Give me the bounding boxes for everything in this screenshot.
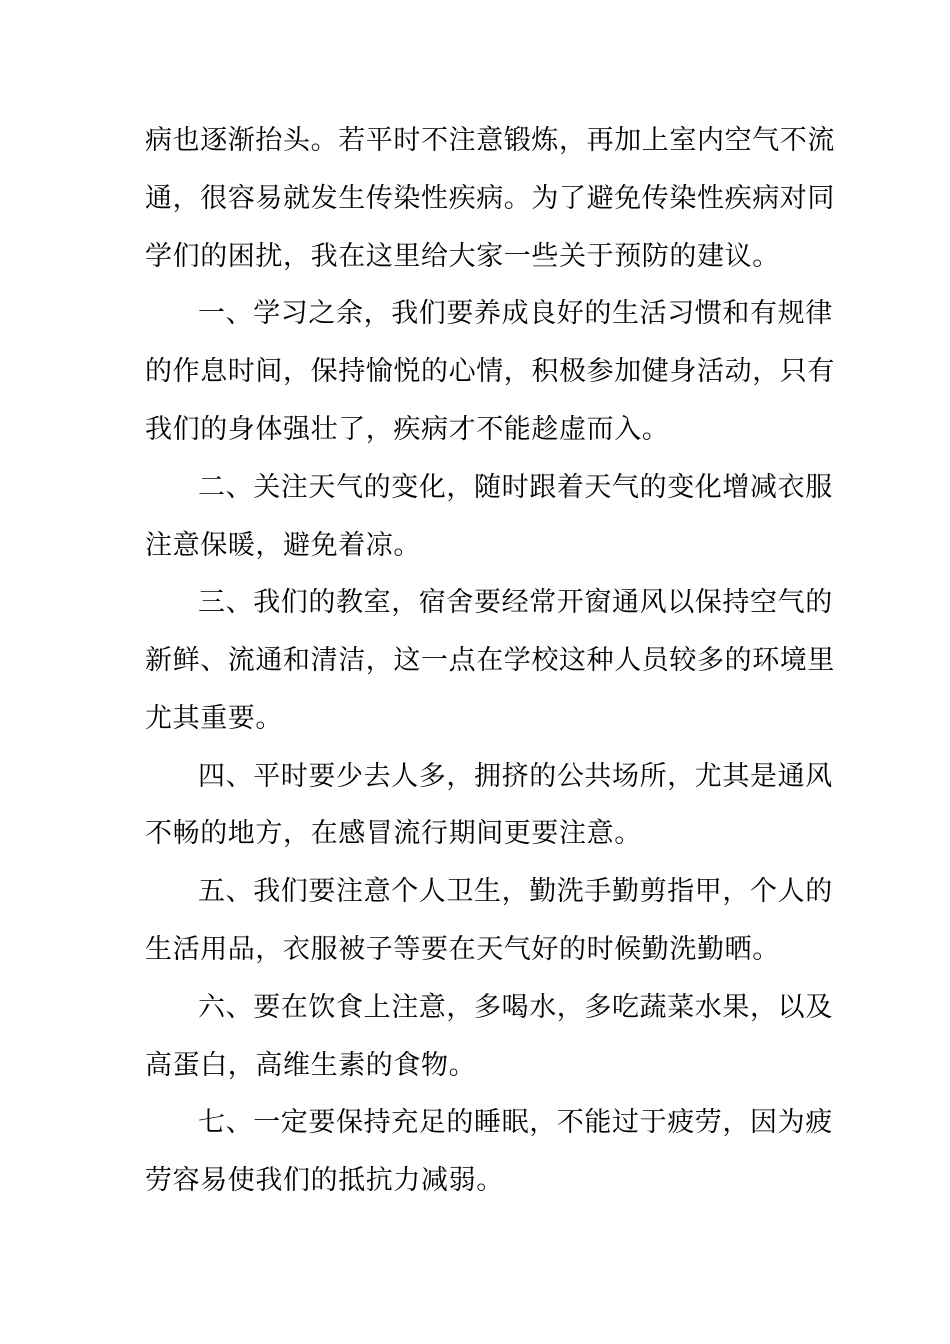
text-line: 不畅的地方，在感冒流行期间更要注意。	[145, 818, 642, 849]
paragraph-5-line: 五、我们要注意个人卫生，勤洗手勤剪指甲，个人的	[198, 876, 833, 907]
paragraph-6-line: 六、要在饮食上注意，多喝水，多吃蔬菜水果，以及	[198, 992, 833, 1023]
text-line: 劳容易使我们的抵抗力减弱。	[145, 1165, 504, 1196]
text-line: 新鲜、流通和清洁，这一点在学校这种人员较多的环境里	[145, 645, 835, 676]
text-line: 我们的身体强壮了，疾病才不能趁虚而入。	[145, 414, 670, 445]
text-line: 的作息时间，保持愉悦的心情，积极参加健身活动，只有	[145, 356, 835, 387]
text-line: 通，很容易就发生传染性疾病。为了避免传染性疾病对同	[145, 183, 835, 214]
text-line: 病也逐渐抬头。若平时不注意锻炼，再加上室内空气不流	[145, 125, 835, 156]
text-line: 高蛋白，高维生素的食物。	[145, 1050, 477, 1081]
paragraph-2-line: 二、关注天气的变化，随时跟着天气的变化增减衣服	[198, 472, 833, 503]
text-line: 学们的困扰，我在这里给大家一些关于预防的建议。	[145, 241, 780, 272]
text-line: 注意保暖，避免着凉。	[145, 530, 421, 561]
paragraph-4-line: 四、平时要少去人多，拥挤的公共场所，尤其是通风	[198, 761, 833, 792]
text-line: 尤其重要。	[145, 703, 283, 734]
paragraph-3-line: 三、我们的教室，宿舍要经常开窗通风以保持空气的	[198, 587, 833, 618]
text-line: 生活用品，衣服被子等要在天气好的时候勤洗勤晒。	[145, 934, 780, 965]
paragraph-1-line: 一、学习之余，我们要养成良好的生活习惯和有规律	[198, 298, 833, 329]
paragraph-7-line: 七、一定要保持充足的睡眠，不能过于疲劳，因为疲	[198, 1107, 833, 1138]
